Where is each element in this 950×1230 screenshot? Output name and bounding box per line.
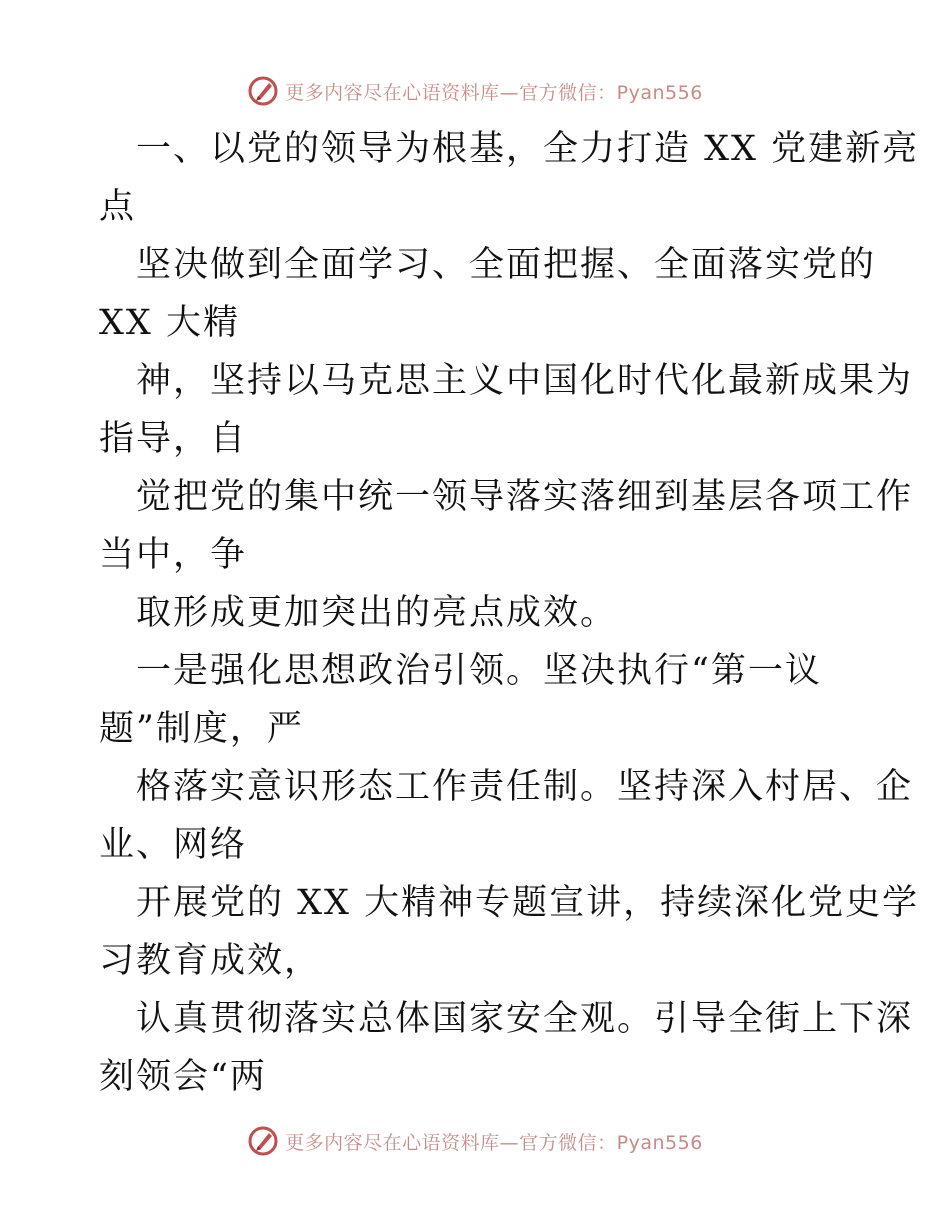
text-line: 开展党的 XX 大精神专题宣讲，持续深化党史学: [136, 883, 920, 923]
text-line: 格落实意识形态工作责任制。坚持深入村居、企: [136, 767, 914, 807]
text-line: 习教育成效，: [99, 941, 322, 981]
text-line: 业、网络: [99, 825, 248, 865]
text-line: 一是强化思想政治引领。坚决执行“第一议: [136, 651, 822, 691]
text-line: 坚决做到全面学习、全面把握、全面落实党的: [136, 245, 877, 285]
text-line: 神，坚持以马克思主义中国化时代化最新成果为: [136, 361, 914, 401]
quill-pen-logo-icon: [247, 75, 279, 107]
text-line: 取形成更加突出的亮点成效。: [136, 593, 618, 633]
quill-pen-logo-icon: [247, 1125, 279, 1157]
watermark-text: 更多内容尽在心语资料库—官方微信：Pyan556: [285, 81, 703, 104]
text-line: 一、以党的领导为根基，全力打造 XX 党建新亮: [136, 129, 920, 169]
text-line: 当中，争: [99, 535, 248, 575]
header-watermark: [0, 71, 950, 111]
footer-watermark: [0, 1121, 950, 1161]
text-line: 题”制度，严: [99, 709, 304, 749]
text-line: 指导，自: [99, 419, 248, 459]
text-line: 点: [99, 187, 137, 227]
text-line: XX 大精: [99, 303, 240, 343]
text-line: 认真贯彻落实总体国家安全观。引导全街上下深: [136, 999, 914, 1039]
text-line: 觉把党的集中统一领导落实落细到基层各项工作: [136, 477, 914, 517]
text-line: 刻领会“两: [99, 1057, 267, 1097]
watermark-text: 更多内容尽在心语资料库—官方微信：Pyan556: [285, 1131, 703, 1154]
